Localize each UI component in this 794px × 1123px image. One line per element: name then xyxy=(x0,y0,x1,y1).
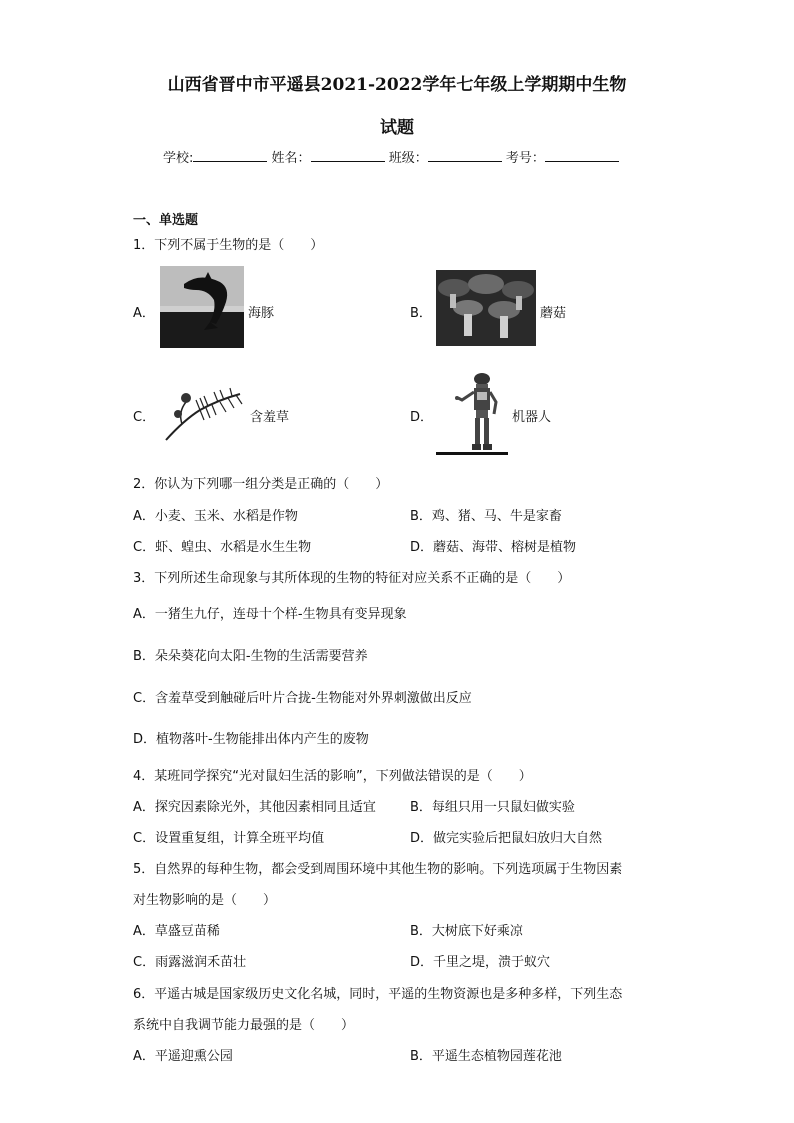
q4-option-d[interactable]: D．做完实验后把鼠妇放归大自然 xyxy=(410,831,603,846)
q5-option-b[interactable]: B．大树底下好乘凉 xyxy=(410,924,523,939)
q2-option-c[interactable]: C．虾、蝗虫、水稻是水生生物 xyxy=(133,540,312,555)
q2-option-b[interactable]: B．鸡、猪、马、牛是家畜 xyxy=(410,509,562,524)
q6-stem-line2: 系统中自我调节能力最强的是（ ） xyxy=(133,1018,355,1033)
number-blank[interactable] xyxy=(545,148,619,162)
q4-option-b[interactable]: B．每组只用一只鼠妇做实验 xyxy=(410,800,575,815)
q6-option-b[interactable]: B．平遥生态植物园莲花池 xyxy=(410,1049,562,1064)
q3-option-a[interactable]: A．一猪生九仔，连母十个样-生物具有变异现象 xyxy=(133,607,407,622)
q3-option-b[interactable]: B．朵朵葵花向太阳-生物的生活需要营养 xyxy=(133,649,368,664)
q3-option-c[interactable]: C．含羞草受到触碰后叶片合拢-生物能对外界刺激做出反应 xyxy=(133,691,472,706)
name-blank[interactable] xyxy=(311,148,385,162)
q1-option-c-letter[interactable]: C． xyxy=(133,410,156,425)
q6-stem: 6．平遥古城是国家级历史文化名城，同时，平遥的生物资源也是多种多样，下列生态 xyxy=(133,987,623,1002)
q5-option-c[interactable]: C．雨露滋润禾苗壮 xyxy=(133,955,247,970)
field-number-label: 考号： xyxy=(505,151,545,166)
dolphin-image xyxy=(160,266,244,348)
q1-option-a-letter[interactable]: A． xyxy=(133,306,155,321)
q2-option-d[interactable]: D．蘑菇、海带、榕树是植物 xyxy=(410,540,577,555)
student-info-fields xyxy=(163,147,619,166)
school-blank[interactable] xyxy=(193,148,267,162)
q1-option-d-label: 机器人 xyxy=(512,410,552,425)
field-school-label: 学校: xyxy=(163,151,194,166)
q5-option-a[interactable]: A．草盛豆苗稀 xyxy=(133,924,220,939)
robot-image xyxy=(436,372,508,456)
q1-option-c-label: 含羞草 xyxy=(250,410,290,425)
q3-stem: 3．下列所述生命现象与其所体现的生物的特征对应关系不正确的是（ ） xyxy=(133,571,571,586)
q1-option-d-letter[interactable]: D． xyxy=(410,410,434,425)
q1-option-b-label: 蘑菇 xyxy=(540,306,567,321)
q1-stem: 1．下列不属于生物的是（ ） xyxy=(133,238,324,253)
field-class-label: 班级： xyxy=(388,151,428,166)
q1-option-a-label: 海豚 xyxy=(248,306,275,321)
q4-stem: 4．某班同学探究“光对鼠妇生活的影响”，下列做法错误的是（ ） xyxy=(133,769,532,784)
q2-option-a[interactable]: A．小麦、玉米、水稻是作物 xyxy=(133,509,298,524)
q4-option-c[interactable]: C．设置重复组，计算全班平均值 xyxy=(133,831,325,846)
page-title: 山西省晋中市平遥县2021-2022学年七年级上学期期中生物 xyxy=(167,75,627,95)
mushroom-image xyxy=(436,270,536,346)
q3-option-d[interactable]: D．植物落叶-生物能排出体内产生的废物 xyxy=(133,732,369,747)
section-heading: 一、单选题 xyxy=(133,213,199,228)
q6-option-a[interactable]: A．平遥迎熏公园 xyxy=(133,1049,233,1064)
page-title-line2: 试题 xyxy=(380,118,414,138)
q1-option-b-letter[interactable]: B． xyxy=(410,306,432,321)
field-name-label: 姓名： xyxy=(271,151,311,166)
q2-stem: 2．你认为下列哪一组分类是正确的（ ） xyxy=(133,477,389,492)
class-blank[interactable] xyxy=(428,148,502,162)
q5-stem: 5．自然界的每种生物，都会受到周围环境中其他生物的影响。下列选项属于生物因素 xyxy=(133,862,623,877)
q5-stem-line2: 对生物影响的是（ ） xyxy=(133,893,277,908)
q4-option-a[interactable]: A．探究因素除光外，其他因素相同且适宜 xyxy=(133,800,376,815)
mimosa-image xyxy=(160,384,246,444)
q5-option-d[interactable]: D．千里之堤，溃于蚁穴 xyxy=(410,955,551,970)
